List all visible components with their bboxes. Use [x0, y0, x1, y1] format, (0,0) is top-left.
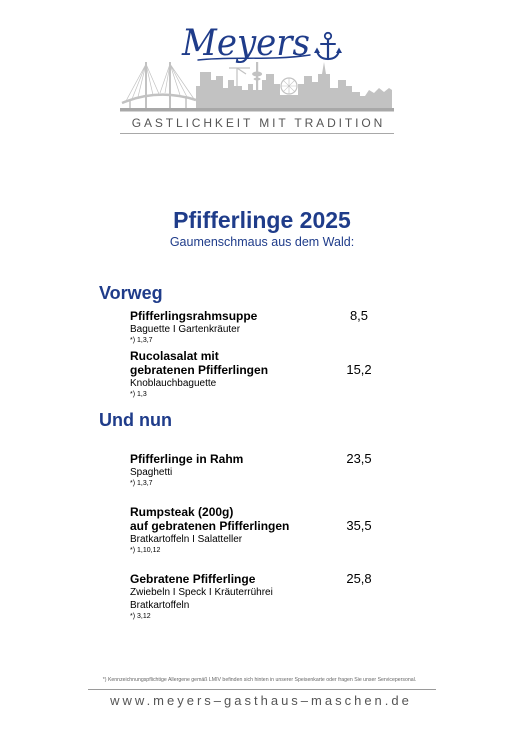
item-description: Zwiebeln I Speck I Kräuterrührei	[130, 587, 273, 598]
page-title: Pfifferlinge 2025	[173, 207, 351, 233]
item-name	[130, 519, 380, 533]
skyline-base-line	[120, 108, 394, 112]
item-name-line: Rumpsteak (200g)	[130, 505, 234, 519]
section-heading-vorweg: Vorweg	[99, 283, 163, 303]
item-name-line: Pfifferlinge in Rahm	[130, 452, 244, 466]
item-price: 23,5	[346, 451, 372, 466]
item-name-line: Pfifferlingsrahmsuppe	[130, 309, 258, 323]
footer-divider	[88, 689, 436, 690]
tv-tower	[252, 62, 262, 92]
menu-item	[130, 309, 380, 346]
item-name	[130, 452, 380, 466]
item-allergens: *) 3,12	[130, 613, 151, 620]
logo-wordmark: Meyers	[181, 23, 310, 64]
item-name-line: gebratenen Pfifferlingen	[130, 363, 269, 377]
item-price: 8,5	[349, 308, 369, 323]
item-description: Bratkartoffeln I Salatteller	[130, 534, 243, 545]
item-allergens: *) 1,3,7	[130, 337, 153, 344]
item-allergens: *) 1,3	[130, 391, 147, 398]
item-name	[130, 309, 380, 323]
item-allergens: *) 1,3,7	[130, 480, 153, 487]
item-price: 15,2	[346, 362, 372, 377]
item-description: Knoblauchbaguette	[130, 378, 217, 389]
item-name	[130, 363, 380, 377]
item-price: 35,5	[346, 518, 372, 533]
page-subtitle: Gaumenschmaus aus dem Wald:	[169, 235, 355, 249]
item-name	[130, 572, 380, 586]
ferris-wheel	[281, 78, 297, 94]
logo-tagline: GASTLICHKEIT MIT TRADITION	[131, 116, 386, 130]
item-name-line: Gebratene Pfifferlinge	[130, 572, 256, 586]
item-name-line: auf gebratenen Pfifferlingen	[130, 519, 290, 533]
item-name	[130, 505, 380, 519]
item-price: 25,8	[346, 571, 372, 586]
item-allergens: *) 1,10,12	[130, 547, 161, 554]
tagline-underline	[120, 133, 394, 134]
item-name-line: Rucolasalat mit	[130, 349, 219, 363]
menu-item	[130, 452, 380, 489]
section-heading-und-nun: Und nun	[99, 410, 172, 430]
website-url: www.meyers–gasthaus–maschen.de	[110, 693, 412, 708]
menu-item	[130, 505, 380, 556]
allergen-note: *) Kennzeichnungspflichtige Allergene gemäß LMIV befinden sich hinten in unserer Speisenkarte oder fragen Sie unser Servicepersonal.	[102, 677, 417, 683]
item-name	[130, 349, 380, 363]
item-description: Bratkartoffeln	[130, 600, 190, 611]
anchor-icon	[314, 33, 342, 59]
menu-item	[130, 349, 380, 400]
item-description: Baguette I Gartenkräuter	[130, 324, 241, 335]
bridge	[122, 62, 196, 108]
menu-item	[130, 572, 380, 622]
item-description: Spaghetti	[130, 467, 173, 478]
